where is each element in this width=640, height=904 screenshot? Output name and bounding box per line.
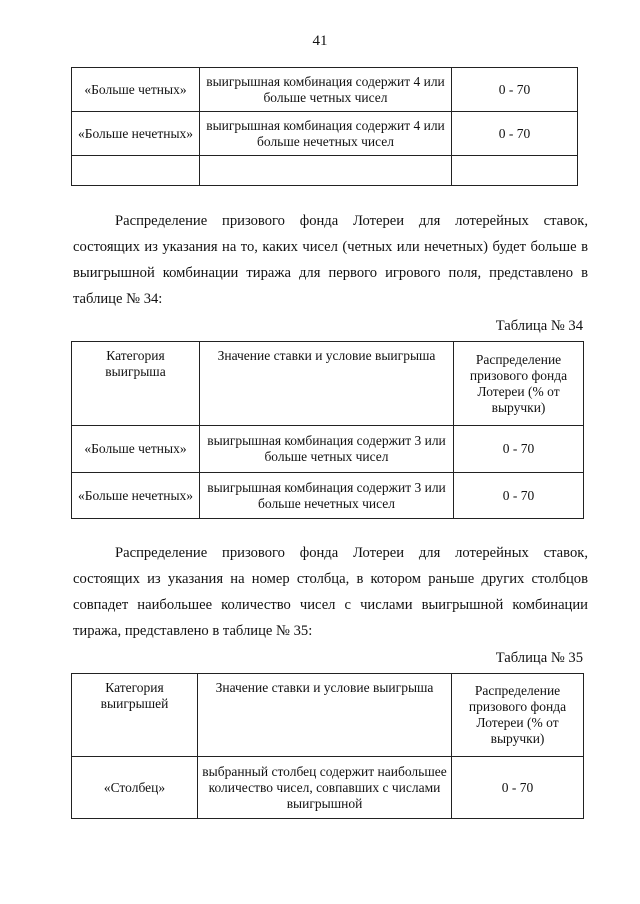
paragraph-2: Распределение призового фонда Лотереи для лотерейных ставок, состоящих из указания на номер столбца, в котором раньше других столбцов совпадет наибольшее количество чисел с числами выигрышной комбинации тиража, представлено в таблице № 35: xyxy=(73,545,588,639)
table-cell-condition: выигрышная комбинация содержит 4 или больше нечетных чисел xyxy=(200,112,452,156)
table-cell-distribution: 0 - 70 xyxy=(452,68,578,112)
table-cell-condition: выбранный столбец содержит наибольшее количество чисел, совпавших с числами выигрышной xyxy=(198,757,452,819)
table-header-category: Категория выигрыша xyxy=(72,342,200,426)
table-header-condition: Значение ставки и условие выигрыша xyxy=(198,674,452,757)
page-number: 41 xyxy=(312,33,328,49)
table-35-caption: Таблица № 35 xyxy=(495,650,583,666)
table-cell-distribution: 0 - 70 xyxy=(454,473,584,519)
table-header-distribution: Распределение призового фонда Лотереи (% от выручки) xyxy=(454,342,584,426)
table-cell-distribution: 0 - 70 xyxy=(454,426,584,473)
table-row xyxy=(72,112,578,156)
table-cell-category: «Больше четных» xyxy=(72,426,200,473)
table-cell-category: «Столбец» xyxy=(72,757,198,819)
table-row xyxy=(72,757,584,819)
table-cell-distribution xyxy=(452,156,578,186)
table-cell-condition: выигрышная комбинация содержит 3 или больше нечетных чисел xyxy=(200,473,454,519)
table-cell-condition: выигрышная комбинация содержит 4 или больше четных чисел xyxy=(200,68,452,112)
table-cell-condition xyxy=(200,156,452,186)
table-header-row xyxy=(72,674,584,757)
table-cell-distribution: 0 - 70 xyxy=(452,112,578,156)
table-cell-distribution: 0 - 70 xyxy=(452,757,584,819)
table-header-category: Категория выигрышей xyxy=(72,674,198,757)
table-prev xyxy=(71,67,578,186)
table-cell-category: «Больше нечетных» xyxy=(72,473,200,519)
table-34 xyxy=(71,341,584,519)
table-34-caption: Таблица № 34 xyxy=(495,318,583,334)
table-row xyxy=(72,68,578,112)
table-cell-category: «Больше нечетных» xyxy=(72,112,200,156)
table-cell-category: «Больше четных» xyxy=(72,68,200,112)
table-row xyxy=(72,473,584,519)
table-row xyxy=(72,426,584,473)
paragraph-1: Распределение призового фонда Лотереи для лотерейных ставок, состоящих из указания на то, каких чисел (четных или нечетных) будет больше в выигрышной комбинации тиража для первого игрового поля, представлено в таблице № 34: xyxy=(73,213,588,307)
table-header-row xyxy=(72,342,584,426)
table-header-condition: Значение ставки и условие выигрыша xyxy=(200,342,454,426)
table-cell-category xyxy=(72,156,200,186)
table-35 xyxy=(71,673,584,819)
table-header-distribution: Распределение призового фонда Лотереи (% от выручки) xyxy=(452,674,584,757)
table-row-empty xyxy=(72,156,578,186)
table-cell-condition: выигрышная комбинация содержит 3 или больше четных чисел xyxy=(200,426,454,473)
